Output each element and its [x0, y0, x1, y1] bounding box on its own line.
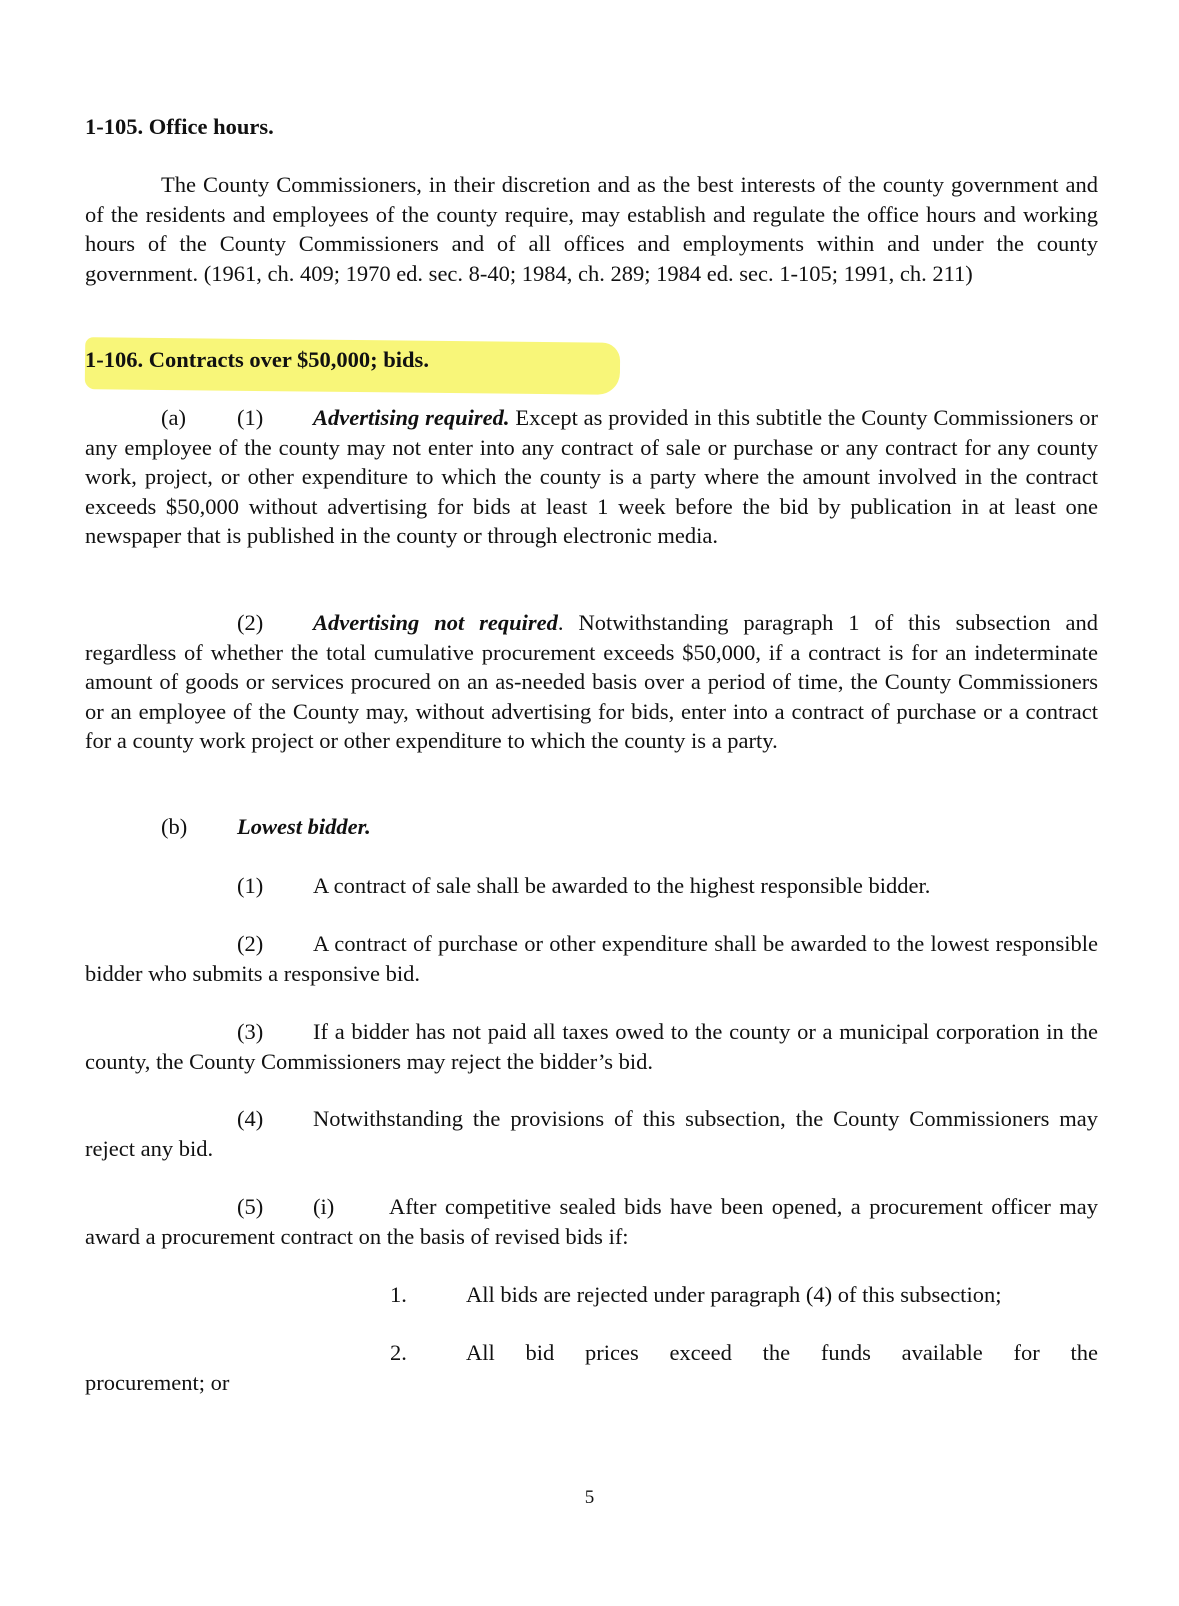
paragraph-b4-label: (4): [237, 1106, 264, 1131]
paragraph-b2-text: A contract of purchase or other expenditure shall be awarded to the lowest responsible bidder who submits a responsive bid.: [85, 931, 1098, 986]
subsection-b-title: Lowest bidder.: [237, 814, 371, 839]
list-item-continuation: procurement; or: [85, 1369, 230, 1395]
paragraph-a1-label: (1): [237, 405, 264, 430]
subsection-a-paragraph-1: [85, 403, 1098, 551]
paragraph-a1-text: Except as provided in this subtitle the County Commissioners or any employee of the county may not enter into any contract of sale or purchase or any contract for any county work, project, or other expenditure to which the county is a party where the amount involved in the contract exceeds $50,000 without advertising for bids at least 1 week before the bid by publication in at least one newspaper that is published in the county or through electronic media.: [85, 405, 1098, 548]
paragraph-b3: [85, 1017, 1098, 1076]
list-item-text: All bids are rejected under paragraph (4) of this subsection;: [466, 1282, 1002, 1307]
paragraph-a2-title: Advertising not required: [313, 610, 558, 635]
page-number: 5: [584, 1487, 595, 1508]
paragraph-b2-label: (2): [237, 931, 264, 956]
paragraph-b5-sub-label: (i): [313, 1194, 335, 1219]
paragraph-b5-label: (5): [237, 1194, 264, 1219]
subsection-b-label: (b): [161, 814, 188, 839]
list-item: [85, 1280, 1098, 1310]
paragraph-b5-text: After competitive sealed bids have been opened, a procurement officer may award a procurement contract on the basis of revised bids if:: [85, 1194, 1098, 1249]
list-item-number: 2.: [390, 1340, 407, 1365]
paragraph-b1: [85, 871, 1098, 901]
paragraph-b3-text: If a bidder has not paid all taxes owed to the county or a municipal corporation in the county, the County Commissioners may reject the bidder’s bid.: [85, 1019, 1098, 1074]
subsection-a-label: (a): [161, 405, 186, 430]
paragraph-a1-title: Advertising required.: [313, 405, 510, 430]
section-105-body: [85, 170, 1098, 288]
paragraph-a2-text: . Notwithstanding paragraph 1 of this subsection and regardless of whether the total cumulative procurement exceeds $50,000, if a contract is for an indeterminate amount of goods or services procured on an as-needed basis over a period of time, the County Commissioners or an employee of the County may, without advertising for bids, enter into a contract of purchase or a contract for a county work project or other expenditure to which the county is a party.: [85, 610, 1098, 753]
subsection-b-heading: [85, 812, 1098, 842]
paragraph-b3-label: (3): [237, 1019, 264, 1044]
list-item: [85, 1338, 1098, 1397]
subsection-a-paragraph-2: [85, 608, 1098, 756]
paragraph-b1-text: A contract of sale shall be awarded to the highest responsible bidder.: [313, 873, 931, 898]
list-item-text: All bid prices exceed the funds available for the: [466, 1340, 1098, 1365]
paragraph-b4-text: Notwithstanding the provisions of this subsection, the County Commissioners may reject any bid.: [85, 1106, 1098, 1161]
section-105-heading: 1-105. Office hours.: [85, 114, 274, 139]
paragraph-a2-label: (2): [237, 610, 264, 635]
paragraph-b4: [85, 1104, 1098, 1163]
paragraph-b2: [85, 929, 1098, 988]
section-105-text: The County Commissioners, in their discretion and as the best interests of the county government and of the residents and employees of the county require, may establish and regulate the office hours and working hours of the County Commissioners and of all offices and employments within and under the county government. (1961, ch. 409; 1970 ed. sec. 8-40; 1984, ch. 289; 1984 ed. sec. 1-105; 1991, ch. 211): [85, 172, 1098, 286]
paragraph-b1-label: (1): [237, 873, 264, 898]
paragraph-b5: [85, 1192, 1098, 1251]
section-106-heading: 1-106. Contracts over $50,000; bids.: [85, 347, 429, 372]
list-item-number: 1.: [390, 1282, 407, 1307]
